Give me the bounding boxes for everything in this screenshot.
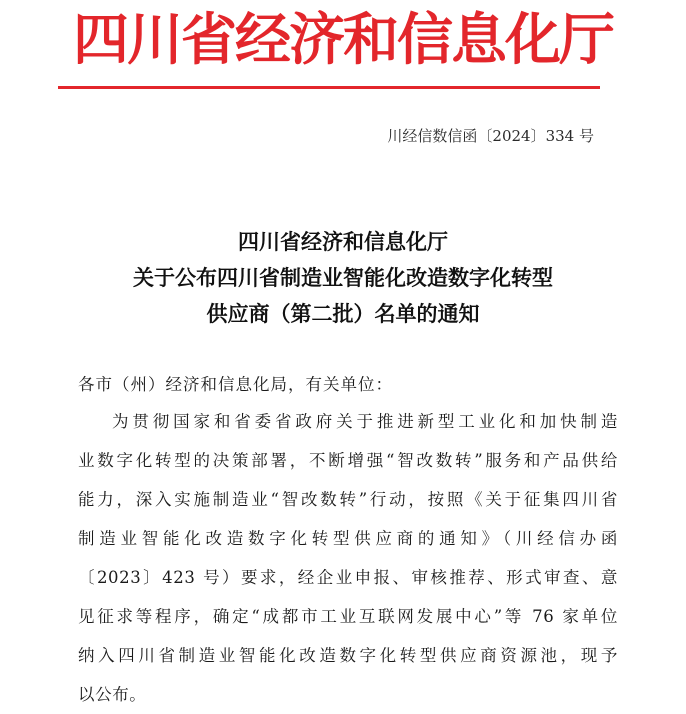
body-line: 业数字化转型的决策部署，不断增强“智改数转”服务和产品供给: [78, 451, 618, 470]
body-line: 见征求等程序，确定“成都市工业互联网发展中心”等 76 家单位: [78, 607, 618, 626]
salutation: 各市（州）经济和信息化局，有关单位：: [78, 375, 393, 394]
letterhead-title: 四川省经济和信息化厅: [73, 8, 613, 73]
body-line: 纳入四川省制造业智能化改造数字化转型供应商资源池，现予: [78, 646, 618, 665]
notice-title: [0, 224, 686, 332]
letterhead-red-rule: [58, 86, 600, 89]
notice-title-line-1: 四川省经济和信息化厅: [238, 230, 448, 254]
body-line: 〔2023〕423 号）要求，经企业申报、审核推荐、形式审查、意: [78, 568, 618, 587]
body-line: 制造业智能化改造数字化转型供应商的通知》（川经信办函: [78, 529, 618, 548]
notice-title-line-3: 供应商（第二批）名单的通知: [206, 302, 480, 326]
document-number: 川经信数信函〔2024〕334 号: [387, 127, 594, 145]
body-line: 能力，深入实施制造业“智改数转”行动，按照《关于征集四川省: [78, 490, 618, 509]
body-line: 以公布。: [78, 685, 147, 704]
body-line: 为贯彻国家和省委省政府关于推进新型工业化和加快制造: [112, 412, 618, 431]
notice-title-line-2: 关于公布四川省制造业智能化改造数字化转型: [133, 266, 553, 290]
body-paragraph: [78, 402, 618, 714]
